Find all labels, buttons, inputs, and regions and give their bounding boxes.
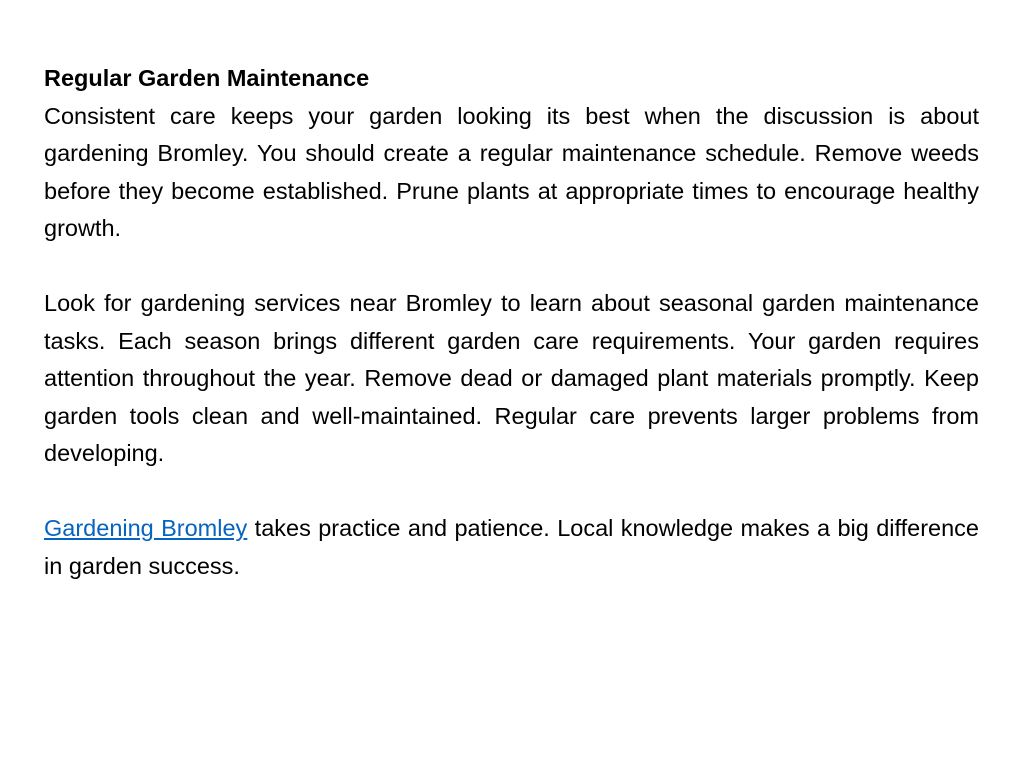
paragraph-seasonal: Look for gardening services near Bromley to learn about seasonal garden maintenance tasks. Each season brings different garden care requirements. Your garden requires attention throughout the year. Remove dead or damaged plant materials promptly. Keep garden tools clean and well-maintained. Regular care prevents larger problems from developing. [44,290,979,466]
gardening-bromley-link[interactable]: Gardening Bromley [44,515,248,541]
paragraph-gap [44,473,979,511]
section-heading: Regular Garden Maintenance [44,65,370,91]
paragraph-closing [44,510,979,585]
document-body [44,60,979,585]
closing-text: takes practice and patience. Local knowledge makes a big difference in garden success. [44,515,979,579]
paragraph-gap [44,248,979,286]
paragraph-care: Consistent care keeps your garden looking its best when the discussion is about gardening Bromley. You should create a regular maintenance schedule. Remove weeds before they become established. Prune plants at appropriate times to encourage healthy growth. [44,102,979,241]
